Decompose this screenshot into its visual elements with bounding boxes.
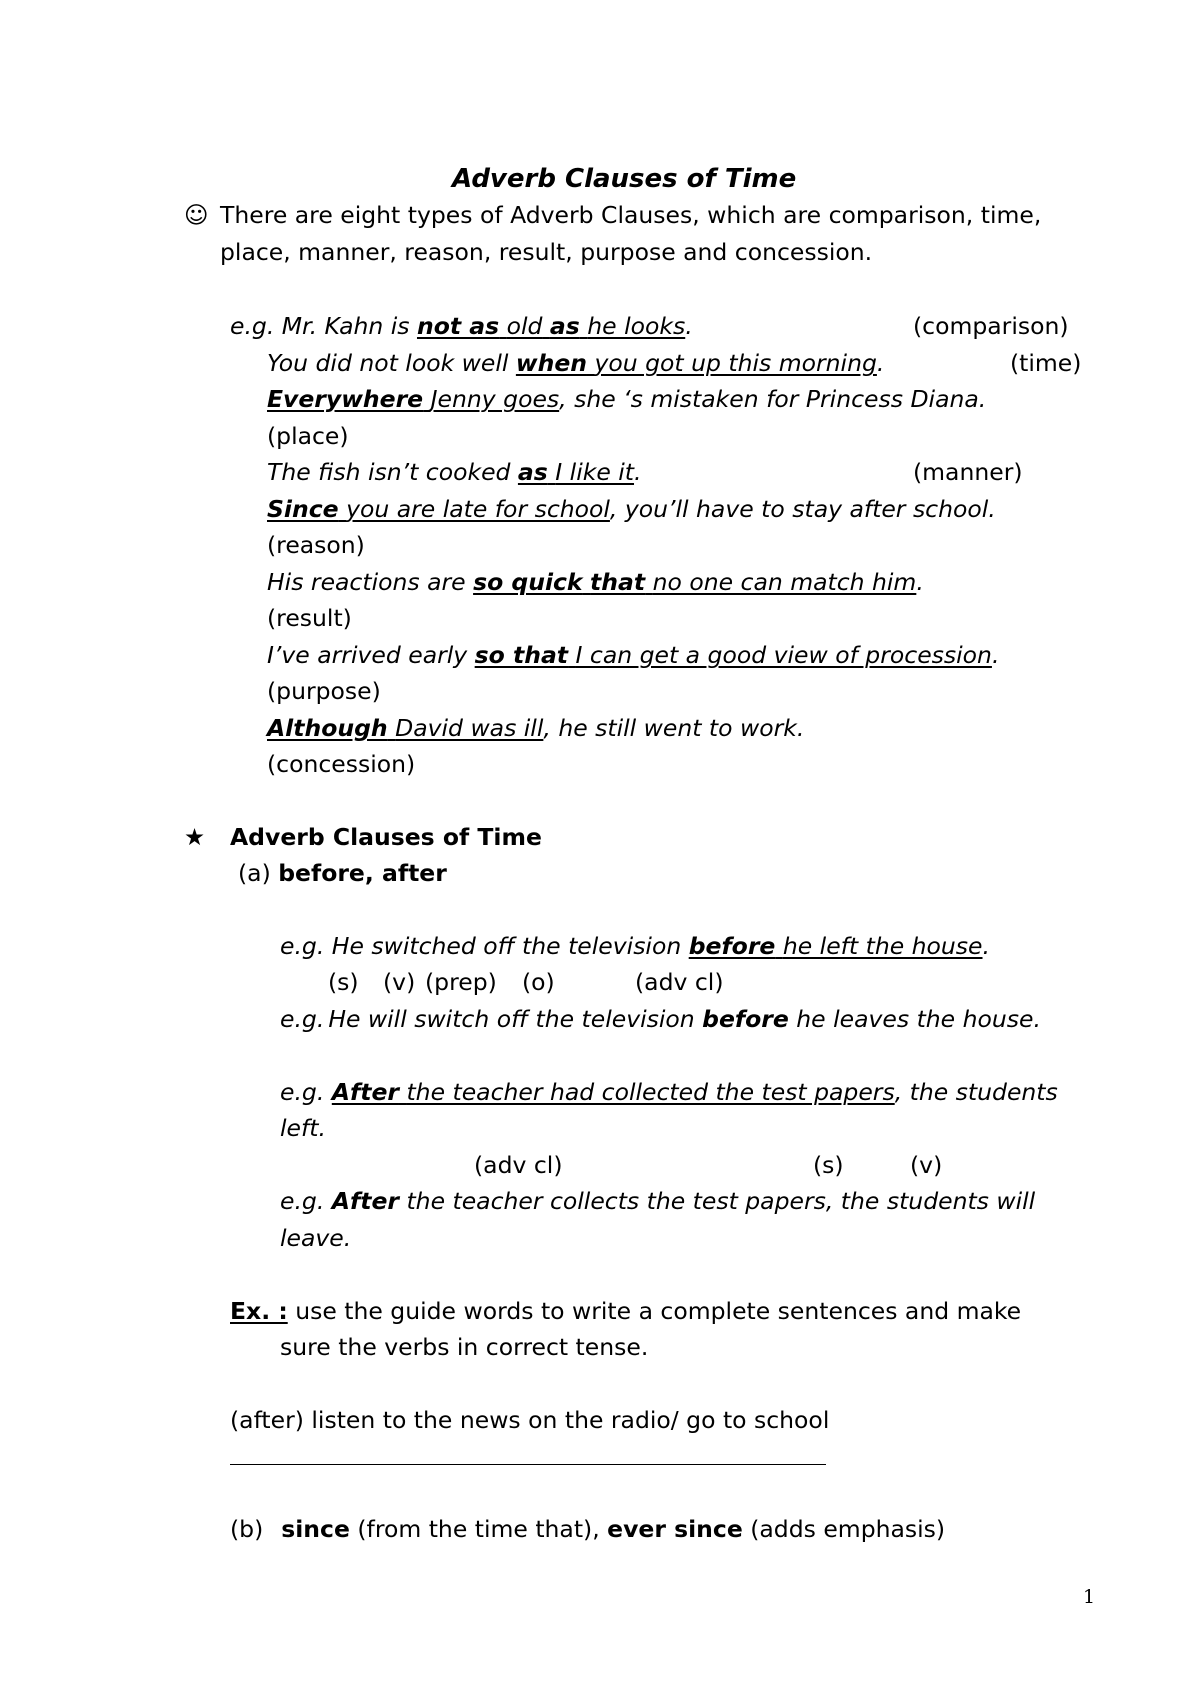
tag-place: (place) xyxy=(267,422,349,450)
text xyxy=(499,312,506,340)
smiley-icon: ☺ xyxy=(184,201,209,229)
label-adv-cl: (adv cl) xyxy=(635,968,724,996)
subsection-a xyxy=(238,858,447,888)
text: . xyxy=(982,932,990,960)
answer-line xyxy=(230,1464,826,1465)
text: e.g. xyxy=(280,1078,332,1106)
keyword: when xyxy=(515,349,587,377)
label-o: (o) xyxy=(522,968,555,996)
example-result xyxy=(267,567,924,597)
exercise-instruction-cont: sure the verbs in correct tense. xyxy=(280,1333,649,1361)
clause: he left the house xyxy=(782,932,983,960)
clause: the teacher had collected the test papers xyxy=(406,1078,895,1106)
example-purpose xyxy=(267,640,999,670)
example-after-future-cont: leave. xyxy=(280,1224,352,1252)
text: , she ‘s mistaken for Princess Diana. xyxy=(559,385,987,413)
text: , the students xyxy=(894,1078,1058,1106)
example-place xyxy=(267,384,986,414)
label-prep: (prep) xyxy=(425,968,497,996)
keyword: before xyxy=(688,932,776,960)
text: . xyxy=(991,641,1000,669)
tag-time: (time) xyxy=(1010,349,1082,377)
text: (adds emphasis) xyxy=(742,1515,946,1543)
star-icon: ★ xyxy=(184,823,206,851)
text xyxy=(388,714,395,742)
example-concession xyxy=(267,713,804,743)
clause: old xyxy=(506,312,543,340)
label-v: (v) xyxy=(910,1151,943,1179)
text: I’ve arrived early xyxy=(267,641,475,669)
text: (from the time that), xyxy=(349,1515,608,1543)
keyword: Since xyxy=(267,495,339,523)
intro-line-2: place, manner, reason, result, purpose and concession. xyxy=(220,238,873,266)
label-v: (v) xyxy=(383,968,416,996)
exercise-instruction xyxy=(230,1296,1021,1326)
example-reason xyxy=(267,494,996,524)
tag-reason: (reason) xyxy=(267,531,365,559)
example-after-past-cont: left. xyxy=(280,1114,326,1142)
text: the teacher collects the test papers, the students will xyxy=(398,1187,1036,1215)
keyword: so quick xyxy=(473,568,583,596)
keyword: before, after xyxy=(278,859,447,887)
subsection-b xyxy=(230,1514,945,1544)
text: e.g. xyxy=(280,1187,332,1215)
page-number: 1 xyxy=(1083,1586,1096,1608)
tag-purpose: (purpose) xyxy=(267,677,381,705)
keyword: After xyxy=(331,1078,399,1106)
tag-comparison: (comparison) xyxy=(913,312,1069,340)
example-manner xyxy=(267,457,642,487)
keyword: Although xyxy=(267,714,388,742)
example-comparison xyxy=(230,311,693,341)
label-s: (s) xyxy=(813,1151,844,1179)
text: . xyxy=(685,312,693,340)
clause: no one can match him xyxy=(652,568,917,596)
text xyxy=(645,568,652,596)
page-title: Adverb Clauses of Time xyxy=(452,164,797,194)
text xyxy=(423,385,430,413)
clause: you are late for school xyxy=(346,495,610,523)
example-after-past xyxy=(280,1077,1058,1107)
label-adv-cl: (adv cl) xyxy=(474,1151,563,1179)
text: , he still went to work. xyxy=(543,714,805,742)
text: (b) xyxy=(230,1515,264,1543)
tag-manner: (manner) xyxy=(913,458,1023,486)
text: e.g. He switched off the television xyxy=(280,932,689,960)
keyword: so that xyxy=(474,641,569,669)
text: , you’ll have to stay after school. xyxy=(609,495,996,523)
exercise-label: Ex. : xyxy=(230,1297,288,1325)
text: e.g. xyxy=(280,1005,325,1033)
section-heading: Adverb Clauses of Time xyxy=(230,823,542,851)
intro-line-1: There are eight types of Adverb Clauses, which are comparison, time, xyxy=(220,201,1042,229)
text xyxy=(339,495,346,523)
keyword: as xyxy=(549,312,580,340)
text xyxy=(542,312,549,340)
text: he leaves the house. xyxy=(788,1005,1041,1033)
text: . xyxy=(634,458,642,486)
text: (a) xyxy=(238,859,279,887)
text: . xyxy=(916,568,924,596)
text: . xyxy=(876,349,885,377)
keyword: before xyxy=(702,1005,789,1033)
keyword: as xyxy=(517,458,548,486)
tag-concession: (concession) xyxy=(267,750,416,778)
example-after-future xyxy=(280,1186,1035,1216)
clause: Jenny goes xyxy=(430,385,560,413)
text: The fish isn’t cooked xyxy=(267,458,518,486)
text xyxy=(775,932,782,960)
text xyxy=(568,641,575,669)
text: You did not look well xyxy=(267,349,516,377)
clause: I can get a good view of procession xyxy=(575,641,992,669)
tag-result: (result) xyxy=(267,604,352,632)
example-before-future xyxy=(280,1004,1041,1034)
keyword: After xyxy=(331,1187,399,1215)
exercise-item: (after) listen to the news on the radio/ go to school xyxy=(230,1406,830,1434)
example-before-past xyxy=(280,931,990,961)
text: use the guide words to write a complete sentences and make xyxy=(287,1297,1022,1325)
label-s: (s) xyxy=(328,968,359,996)
clause: I like it xyxy=(555,458,635,486)
keyword: Everywhere xyxy=(267,385,424,413)
text: e.g. Mr. Kahn is xyxy=(230,312,417,340)
clause: David was ill xyxy=(395,714,544,742)
text: He will switch off the television xyxy=(328,1005,703,1033)
keyword: ever since xyxy=(607,1515,743,1543)
keyword: not as xyxy=(416,312,500,340)
text xyxy=(583,568,590,596)
keyword: that xyxy=(590,568,646,596)
keyword: since xyxy=(281,1515,350,1543)
clause: he looks xyxy=(587,312,686,340)
clause: you got up this morning xyxy=(594,349,877,377)
example-time xyxy=(267,348,884,378)
text: His reactions are xyxy=(267,568,474,596)
